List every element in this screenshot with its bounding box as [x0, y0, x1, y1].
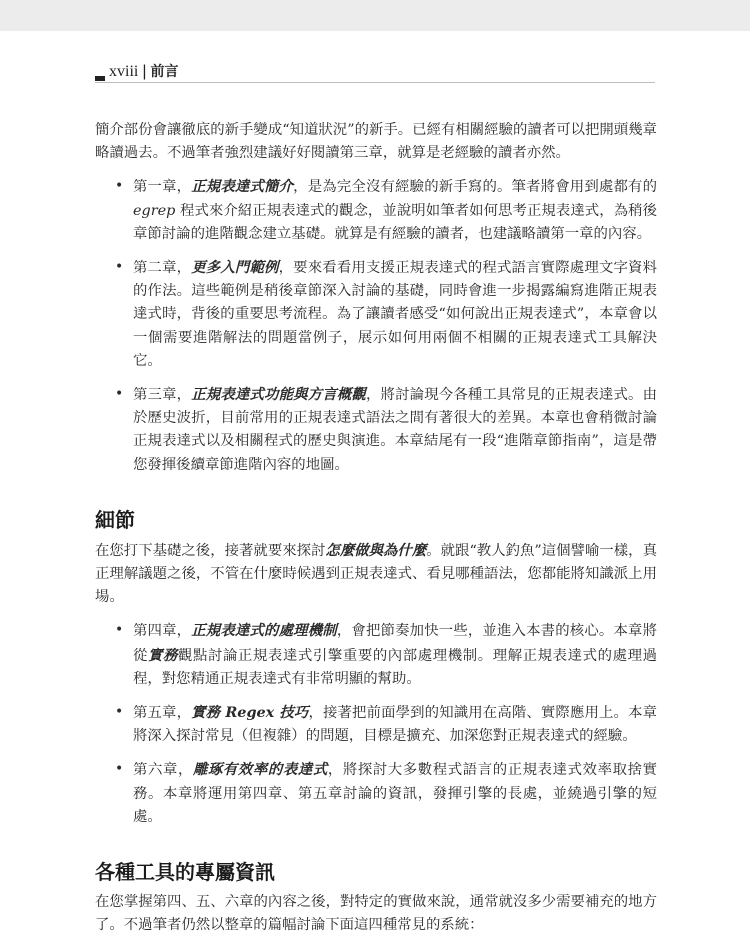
list-item	[95, 256, 657, 373]
emphasis-text: 怎麼做與為什麼	[325, 541, 427, 559]
text-run: 第四章，	[133, 623, 192, 640]
section-heading: 各種工具的專屬資訊	[95, 860, 275, 885]
page-body	[95, 119, 657, 947]
list-item	[95, 619, 657, 691]
list-item	[95, 758, 657, 829]
text-run: ，要來看看用支援正規表達式的程式語言實際處理文字資料的作法。這些範例是稍後章節深入討論的基礎，同時會進一步揭露編寫進階正規表達式時，背後的重要思考流程。為了讓讀者感受“如何說出正規表達式”，本章會以一個需要進階解法的問題當例子，展示如何用兩個不相關的正規表達式工具解決它。	[133, 260, 657, 369]
header-text	[109, 61, 179, 81]
bullet-icon: •	[115, 761, 124, 778]
top-margin-band	[0, 0, 750, 31]
emphasis-text: 正規表達式功能與方言概觀	[191, 386, 366, 404]
paragraph	[95, 119, 657, 165]
text-run: 在您掌握第四、五、六章的內容之後，對特定的實做來說，通常就沒多少需要補充的地方了。不過筆者仍然以整章的篇幅討論下面這四種常見的系統：	[95, 894, 657, 934]
bullet-icon: •	[115, 622, 124, 639]
paragraph	[95, 539, 657, 610]
bullet-icon: •	[115, 178, 124, 195]
text-run: 第三章，	[133, 387, 192, 404]
section-heading: 細節	[95, 507, 135, 532]
text-run: 。就跟“教人釣魚”這個譬喻一樣，真正理解議題之後，不管在什麼時候遇到正規表達式、看見哪種語法，您都能將知識派上用場。	[95, 542, 657, 606]
text-run: 第六章，	[133, 762, 193, 779]
list-item	[95, 701, 657, 748]
bullet-icon: •	[115, 386, 124, 403]
text-run: 第一章，	[133, 179, 192, 196]
text-run: ，會把節奏加快一些，並進入本書的核心。本章將從	[133, 623, 657, 664]
emphasis-text: 實務	[148, 646, 178, 664]
page-number: xviii	[109, 63, 139, 80]
section-title: 前言	[150, 64, 179, 80]
header-tab-mark	[95, 76, 105, 81]
list-item	[95, 175, 657, 246]
text-run: ，將討論現今各種工具常見的正規表達式。由於歷史波折，目前常用的正規表達式語法之間有著很大的差異。本章也會稍微討論正規表達式以及相關程式的歷史與演進。本章結尾有一段“進階章節指南”，這是帶您發揮後續章節進階內容的地圖。	[133, 387, 657, 473]
text-run: ，是為完全沒有經驗的新手寫的。筆者將會用到處都有的	[293, 179, 657, 196]
paragraph	[95, 891, 657, 937]
text-run: 在您打下基礎之後，接著就要來探討	[95, 542, 326, 559]
text-run: ，接著把前面學到的知識用在高階、實際應用上。本章將深入探討常見（但複雜）的問題，目標是擴充、加深您對正規表達式的經驗。	[133, 705, 657, 745]
running-header	[95, 60, 655, 83]
emphasis-text: 正規表達式簡介	[191, 178, 294, 196]
text-run: 簡介部份會讓徹底的新手變成“知道狀況”的新手。已經有相關經驗的讀者可以把開頭幾章略讀過去。不過筆者強烈建議好好閱讀第三章，就算是老經驗的讀者亦然。	[95, 122, 657, 162]
emphasis-text: 正規表達式的處理機制	[191, 622, 337, 640]
italic-text: egrep	[133, 202, 176, 219]
list-item	[95, 383, 657, 477]
chapter-list	[95, 175, 657, 476]
text-run: ，將探討大多數程式語言的正規表達式效率取捨實務。本章將運用第四章、第五章討論的資訊，發揮引擎的長處，並繞過引擎的短處。	[133, 762, 657, 825]
text-run: 觀點討論正規表達式引擎重要的內部處理機制。理解正規表達式的處理過程，對您精通正規表達式有非常明顯的幫助。	[133, 647, 657, 687]
text-run: 第二章，	[133, 260, 192, 277]
header-separator: |	[142, 63, 147, 80]
emphasis-text: 更多入門範例	[191, 259, 279, 277]
emphasis-text: 實務 Regex 技巧	[191, 704, 309, 722]
text-run: 第五章，	[133, 705, 192, 722]
emphasis-text: 雕琢有效率的表達式	[192, 761, 328, 779]
chapter-list	[95, 619, 657, 829]
bullet-icon: •	[115, 259, 124, 276]
bullet-icon: •	[115, 704, 124, 721]
text-run: 程式來介紹正規表達式的觀念，並說明如筆者如何思考正規表達式，為稍後章節討論的進階觀念建立基礎。就算是有經驗的讀者，也建議略讀第一章的內容。	[133, 202, 657, 242]
